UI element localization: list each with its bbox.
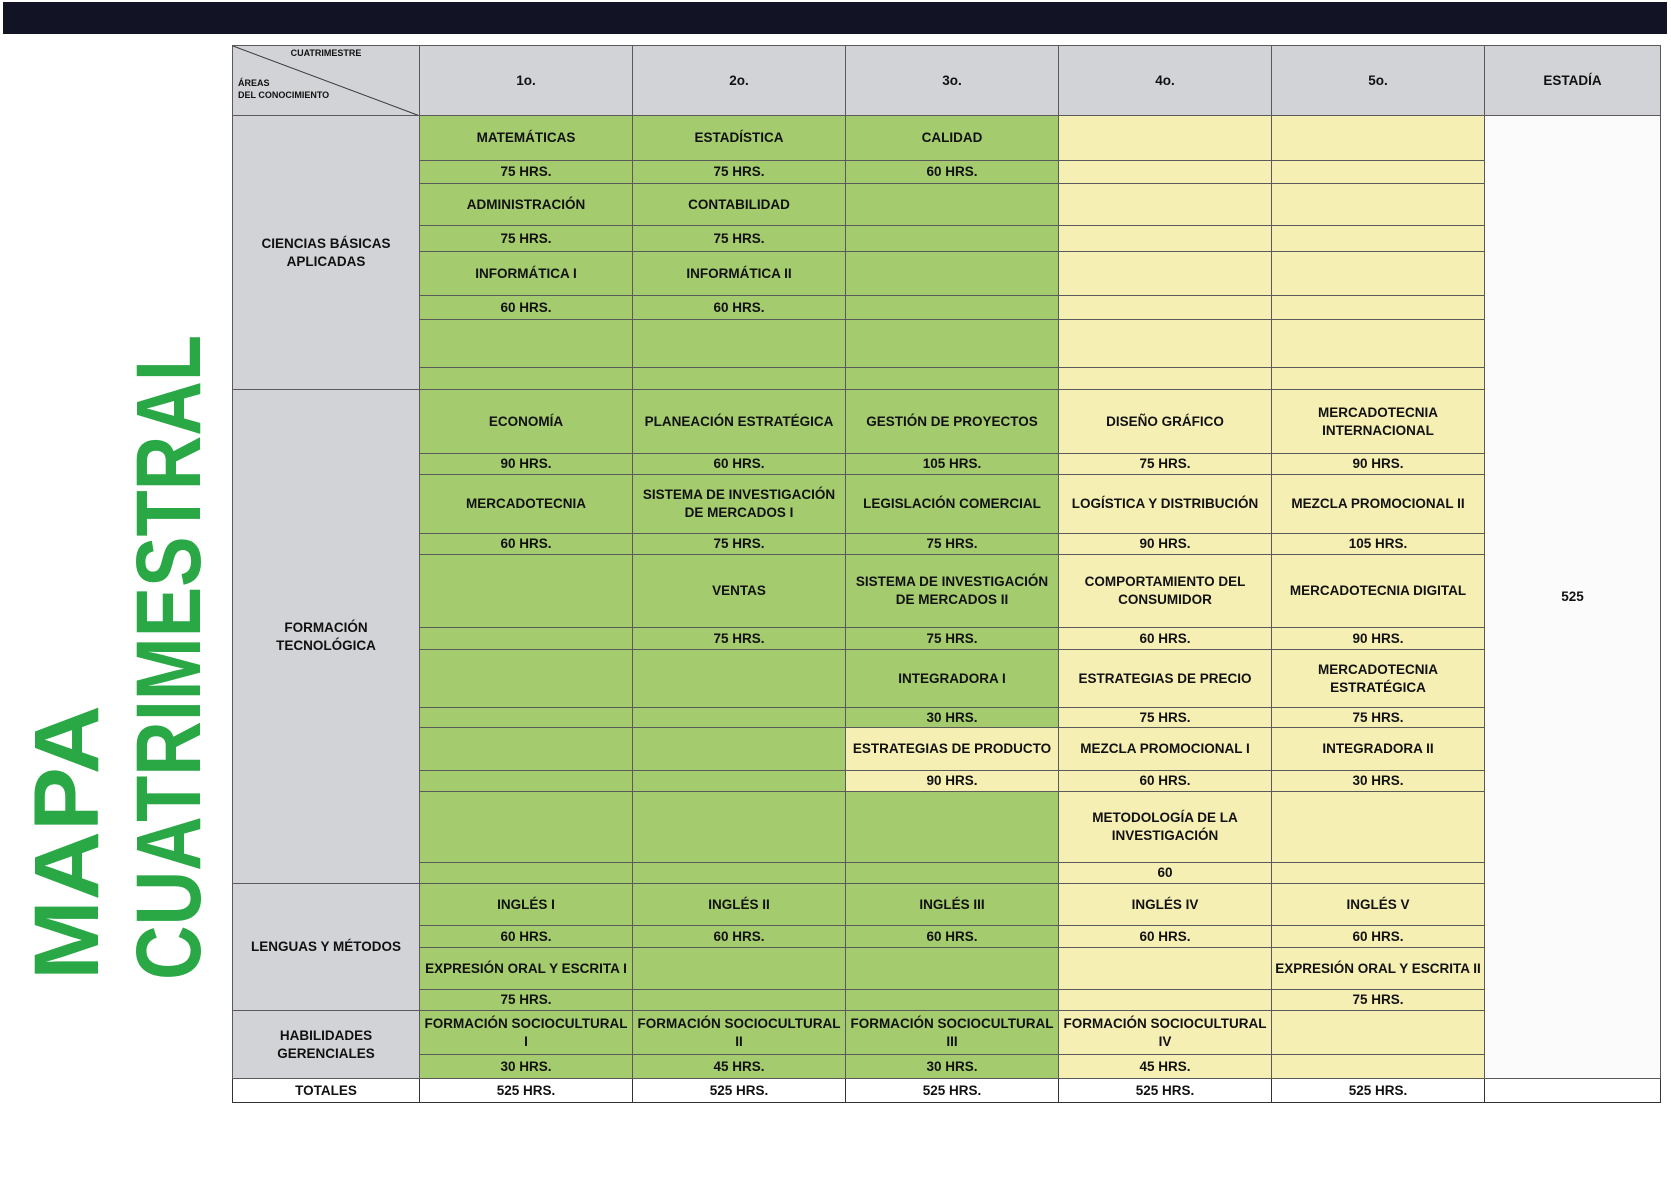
hours-cell: 45 HRS. bbox=[633, 1055, 846, 1079]
page-title-graphic bbox=[10, 330, 210, 980]
subject-cell: FORMACIÓN SOCIOCULTURAL IV bbox=[1059, 1011, 1272, 1055]
subject-cell: INGLÉS IV bbox=[1059, 884, 1272, 926]
column-header: 2o. bbox=[633, 46, 846, 116]
area-label: LENGUAS Y MÉTODOS bbox=[233, 884, 420, 1011]
subject-cell bbox=[846, 792, 1059, 863]
subject-cell: ESTRATEGIAS DE PRECIO bbox=[1059, 650, 1272, 708]
hours-cell bbox=[420, 708, 633, 728]
hours-cell: 60 HRS. bbox=[420, 534, 633, 555]
table-row bbox=[233, 708, 1661, 728]
estadia-cell: 525 bbox=[1485, 116, 1661, 1079]
hours-cell bbox=[1272, 368, 1485, 390]
corner-top-label: CUATRIMESTRE bbox=[290, 48, 362, 58]
subject-cell bbox=[633, 948, 846, 990]
subject-cell: COMPORTAMIENTO DEL CONSUMIDOR bbox=[1059, 555, 1272, 628]
table-row bbox=[233, 555, 1661, 628]
table-row bbox=[233, 226, 1661, 252]
subject-cell: ESTRATEGIAS DE PRODUCTO bbox=[846, 728, 1059, 771]
curriculum-table bbox=[232, 45, 1661, 1103]
table-row bbox=[233, 792, 1661, 863]
hours-cell: 45 HRS. bbox=[1059, 1055, 1272, 1079]
total-cell: 525 HRS. bbox=[1059, 1079, 1272, 1103]
hours-cell: 75 HRS. bbox=[420, 226, 633, 252]
hours-cell: 90 HRS. bbox=[846, 771, 1059, 792]
hours-cell bbox=[633, 708, 846, 728]
table-row bbox=[233, 628, 1661, 650]
subject-cell: MERCADOTECNIA ESTRATÉGICA bbox=[1272, 650, 1485, 708]
subject-cell: GESTIÓN DE PROYECTOS bbox=[846, 390, 1059, 454]
subject-cell bbox=[1272, 252, 1485, 296]
subject-cell bbox=[1059, 948, 1272, 990]
corner-cell bbox=[233, 46, 420, 116]
subject-cell bbox=[1272, 116, 1485, 161]
hours-cell bbox=[1059, 990, 1272, 1011]
subject-cell: ADMINISTRACIÓN bbox=[420, 184, 633, 226]
hours-cell: 75 HRS. bbox=[633, 534, 846, 555]
table-row bbox=[233, 534, 1661, 555]
hours-cell bbox=[1059, 368, 1272, 390]
table-row bbox=[233, 728, 1661, 771]
table-row bbox=[233, 771, 1661, 792]
hours-cell bbox=[846, 296, 1059, 320]
subject-cell bbox=[1272, 1011, 1485, 1055]
area-label: CIENCIAS BÁSICAS APLICADAS bbox=[233, 116, 420, 390]
table-row bbox=[233, 454, 1661, 475]
subject-cell bbox=[1059, 320, 1272, 368]
hours-cell: 30 HRS. bbox=[846, 1055, 1059, 1079]
hours-cell bbox=[633, 990, 846, 1011]
hours-cell bbox=[420, 771, 633, 792]
hours-cell bbox=[846, 863, 1059, 884]
table-row bbox=[233, 884, 1661, 926]
hours-cell: 75 HRS. bbox=[1059, 454, 1272, 475]
hours-cell: 60 HRS. bbox=[1059, 926, 1272, 948]
hours-cell: 75 HRS. bbox=[420, 161, 633, 184]
table-row bbox=[233, 863, 1661, 884]
subject-cell: INGLÉS III bbox=[846, 884, 1059, 926]
subject-cell: FORMACIÓN SOCIOCULTURAL II bbox=[633, 1011, 846, 1055]
subject-cell: SISTEMA DE INVESTIGACIÓN DE MERCADOS I bbox=[633, 475, 846, 534]
subject-cell: INGLÉS V bbox=[1272, 884, 1485, 926]
subject-cell: METODOLOGÍA DE LA INVESTIGACIÓN bbox=[1059, 792, 1272, 863]
table-row bbox=[233, 116, 1661, 161]
subject-cell bbox=[420, 555, 633, 628]
subject-cell bbox=[846, 252, 1059, 296]
subject-cell: LOGÍSTICA Y DISTRIBUCIÓN bbox=[1059, 475, 1272, 534]
table-row bbox=[233, 320, 1661, 368]
hours-cell bbox=[846, 990, 1059, 1011]
subject-cell: MEZCLA PROMOCIONAL I bbox=[1059, 728, 1272, 771]
hours-cell bbox=[1272, 296, 1485, 320]
subject-cell bbox=[846, 184, 1059, 226]
subject-cell: MERCADOTECNIA DIGITAL bbox=[1272, 555, 1485, 628]
hours-cell: 75 HRS. bbox=[1272, 708, 1485, 728]
hours-cell bbox=[846, 226, 1059, 252]
table-row bbox=[233, 161, 1661, 184]
table-row bbox=[233, 296, 1661, 320]
column-header: 5o. bbox=[1272, 46, 1485, 116]
total-cell: 525 HRS. bbox=[633, 1079, 846, 1103]
subject-cell: INGLÉS II bbox=[633, 884, 846, 926]
subject-cell: VENTAS bbox=[633, 555, 846, 628]
hours-cell bbox=[633, 368, 846, 390]
area-label: HABILIDADES GERENCIALES bbox=[233, 1011, 420, 1079]
subject-cell bbox=[633, 728, 846, 771]
hours-cell bbox=[1272, 1055, 1485, 1079]
table-row bbox=[233, 475, 1661, 534]
subject-cell bbox=[633, 650, 846, 708]
hours-cell bbox=[1272, 226, 1485, 252]
hours-cell bbox=[846, 368, 1059, 390]
hours-cell: 60 HRS. bbox=[420, 926, 633, 948]
subject-cell bbox=[420, 728, 633, 771]
subject-cell: INFORMÁTICA II bbox=[633, 252, 846, 296]
hours-cell: 75 HRS. bbox=[633, 628, 846, 650]
subject-cell: CONTABILIDAD bbox=[633, 184, 846, 226]
hours-cell: 60 HRS. bbox=[1059, 628, 1272, 650]
header-row bbox=[233, 46, 1661, 116]
hours-cell: 105 HRS. bbox=[846, 454, 1059, 475]
table-row bbox=[233, 252, 1661, 296]
subject-cell: INTEGRADORA I bbox=[846, 650, 1059, 708]
subject-cell: MEZCLA PROMOCIONAL II bbox=[1272, 475, 1485, 534]
subject-cell: SISTEMA DE INVESTIGACIÓN DE MERCADOS II bbox=[846, 555, 1059, 628]
column-header: 4o. bbox=[1059, 46, 1272, 116]
corner-bottom-label bbox=[238, 77, 329, 101]
hours-cell: 30 HRS. bbox=[1272, 771, 1485, 792]
hours-cell bbox=[1272, 161, 1485, 184]
subject-cell: FORMACIÓN SOCIOCULTURAL I bbox=[420, 1011, 633, 1055]
subject-cell: MERCADOTECNIA bbox=[420, 475, 633, 534]
table-row bbox=[233, 184, 1661, 226]
hours-cell: 75 HRS. bbox=[420, 990, 633, 1011]
hours-cell: 60 HRS. bbox=[1059, 771, 1272, 792]
hours-cell: 60 HRS. bbox=[633, 296, 846, 320]
subject-cell bbox=[846, 320, 1059, 368]
hours-cell: 75 HRS. bbox=[1272, 990, 1485, 1011]
subject-cell: INTEGRADORA II bbox=[1272, 728, 1485, 771]
hours-cell: 75 HRS. bbox=[846, 534, 1059, 555]
hours-cell bbox=[420, 368, 633, 390]
hours-cell: 60 HRS. bbox=[633, 926, 846, 948]
table-row bbox=[233, 990, 1661, 1011]
subject-cell: ESTADÍSTICA bbox=[633, 116, 846, 161]
subject-cell: CALIDAD bbox=[846, 116, 1059, 161]
subject-cell bbox=[1272, 792, 1485, 863]
hours-cell bbox=[1272, 863, 1485, 884]
subject-cell bbox=[846, 948, 1059, 990]
totals-row bbox=[233, 1079, 1661, 1103]
subject-cell bbox=[633, 792, 846, 863]
total-cell: 525 HRS. bbox=[846, 1079, 1059, 1103]
page-title bbox=[10, 330, 210, 980]
hours-cell: 90 HRS. bbox=[1059, 534, 1272, 555]
table-row bbox=[233, 926, 1661, 948]
top-bar bbox=[3, 2, 1667, 34]
hours-cell bbox=[420, 863, 633, 884]
area-label: FORMACIÓN TECNOLÓGICA bbox=[233, 390, 420, 884]
subject-cell: INFORMÁTICA I bbox=[420, 252, 633, 296]
hours-cell: 60 HRS. bbox=[633, 454, 846, 475]
subject-cell bbox=[633, 320, 846, 368]
subject-cell: MATEMÁTICAS bbox=[420, 116, 633, 161]
hours-cell bbox=[1059, 161, 1272, 184]
hours-cell: 90 HRS. bbox=[1272, 628, 1485, 650]
hours-cell: 90 HRS. bbox=[420, 454, 633, 475]
hours-cell bbox=[1059, 226, 1272, 252]
subject-cell bbox=[1272, 320, 1485, 368]
title-line-1: MAPA bbox=[16, 715, 118, 980]
table-row bbox=[233, 390, 1661, 454]
hours-cell: 60 bbox=[1059, 863, 1272, 884]
total-cell: 525 HRS. bbox=[1272, 1079, 1485, 1103]
table-row bbox=[233, 948, 1661, 990]
hours-cell: 75 HRS. bbox=[1059, 708, 1272, 728]
subject-cell bbox=[1059, 252, 1272, 296]
subject-cell bbox=[420, 320, 633, 368]
column-header: 1o. bbox=[420, 46, 633, 116]
hours-cell: 60 HRS. bbox=[846, 161, 1059, 184]
hours-cell: 60 HRS. bbox=[420, 296, 633, 320]
total-cell bbox=[1485, 1079, 1661, 1103]
subject-cell bbox=[1272, 184, 1485, 226]
title-line-2: CUATRIMESTRAL bbox=[118, 330, 210, 980]
total-cell: 525 HRS. bbox=[420, 1079, 633, 1103]
table-row bbox=[233, 650, 1661, 708]
table-row bbox=[233, 1055, 1661, 1079]
subject-cell: EXPRESIÓN ORAL Y ESCRITA I bbox=[420, 948, 633, 990]
hours-cell: 30 HRS. bbox=[846, 708, 1059, 728]
hours-cell: 60 HRS. bbox=[846, 926, 1059, 948]
subject-cell bbox=[1059, 116, 1272, 161]
subject-cell: FORMACIÓN SOCIOCULTURAL III bbox=[846, 1011, 1059, 1055]
hours-cell bbox=[1059, 296, 1272, 320]
subject-cell: MERCADOTECNIA INTERNACIONAL bbox=[1272, 390, 1485, 454]
column-header: 3o. bbox=[846, 46, 1059, 116]
table-row bbox=[233, 1011, 1661, 1055]
hours-cell: 90 HRS. bbox=[1272, 454, 1485, 475]
subject-cell: INGLÉS I bbox=[420, 884, 633, 926]
hours-cell: 105 HRS. bbox=[1272, 534, 1485, 555]
subject-cell bbox=[420, 650, 633, 708]
hours-cell bbox=[633, 771, 846, 792]
subject-cell bbox=[1059, 184, 1272, 226]
subject-cell: LEGISLACIÓN COMERCIAL bbox=[846, 475, 1059, 534]
subject-cell bbox=[420, 792, 633, 863]
hours-cell: 75 HRS. bbox=[633, 161, 846, 184]
subject-cell: DISEÑO GRÁFICO bbox=[1059, 390, 1272, 454]
hours-cell: 75 HRS. bbox=[633, 226, 846, 252]
hours-cell bbox=[633, 863, 846, 884]
table-row bbox=[233, 368, 1661, 390]
subject-cell: EXPRESIÓN ORAL Y ESCRITA II bbox=[1272, 948, 1485, 990]
corner-bottom-line-1: ÁREAS bbox=[238, 78, 270, 88]
hours-cell: 60 HRS. bbox=[1272, 926, 1485, 948]
hours-cell: 30 HRS. bbox=[420, 1055, 633, 1079]
corner-bottom-line-2: DEL CONOCIMIENTO bbox=[238, 90, 330, 100]
subject-cell: PLANEACIÓN ESTRATÉGICA bbox=[633, 390, 846, 454]
hours-cell: 75 HRS. bbox=[846, 628, 1059, 650]
hours-cell bbox=[420, 628, 633, 650]
subject-cell: ECONOMÍA bbox=[420, 390, 633, 454]
totals-label: TOTALES bbox=[233, 1079, 420, 1103]
column-header: ESTADÍA bbox=[1485, 46, 1661, 116]
